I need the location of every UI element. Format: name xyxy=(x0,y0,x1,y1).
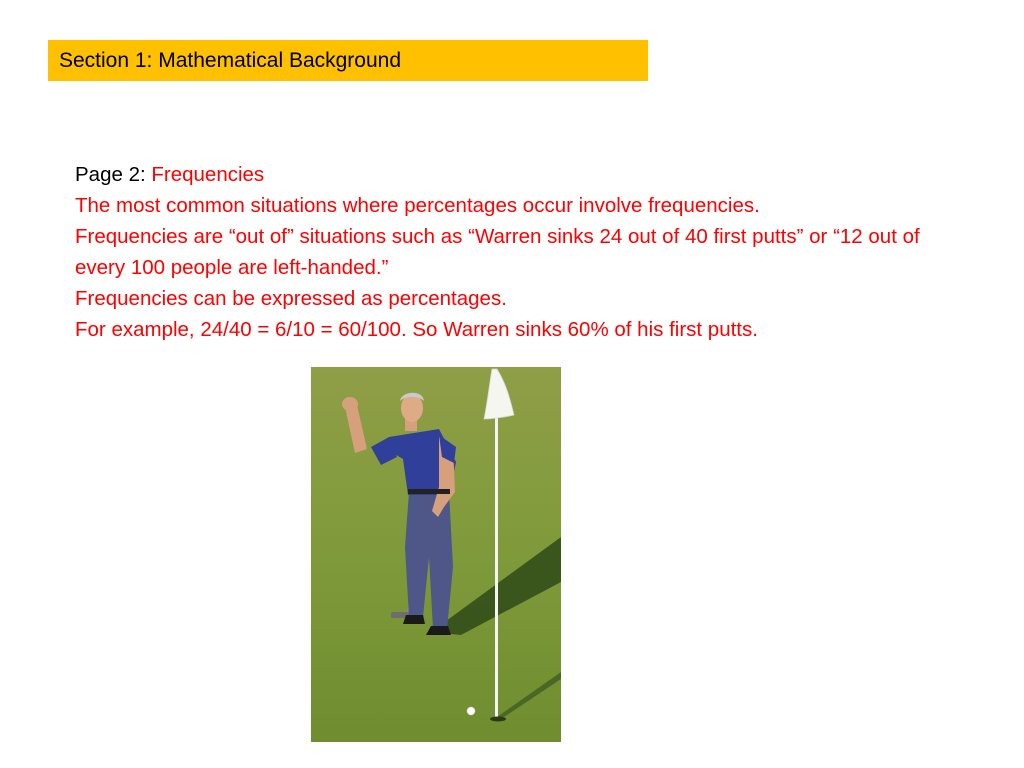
page-label: Page 2: xyxy=(75,163,152,186)
body-line-2: Frequencies are “out of” situations such as “Warren sinks 24 out of 40 first putts” or “12 out of every 100 people are left-handed.” xyxy=(75,225,920,279)
golfer-photo xyxy=(311,367,561,742)
body-line-1: The most common situations where percentages occur involve frequencies. xyxy=(75,194,760,217)
section-banner xyxy=(48,40,648,81)
golf-hole xyxy=(490,717,506,722)
golf-ball xyxy=(467,707,475,715)
body-line-3: Frequencies can be expressed as percentages. xyxy=(75,287,507,310)
body-line-4: For example, 24/40 = 6/10 = 60/100. So Warren sinks 60% of his first putts. xyxy=(75,318,758,341)
page-heading xyxy=(75,159,975,190)
flagstick xyxy=(495,407,498,719)
slide-body xyxy=(75,159,975,345)
section-title: Section 1: Mathematical Background xyxy=(59,48,402,72)
page-topic: Frequencies xyxy=(151,163,265,186)
